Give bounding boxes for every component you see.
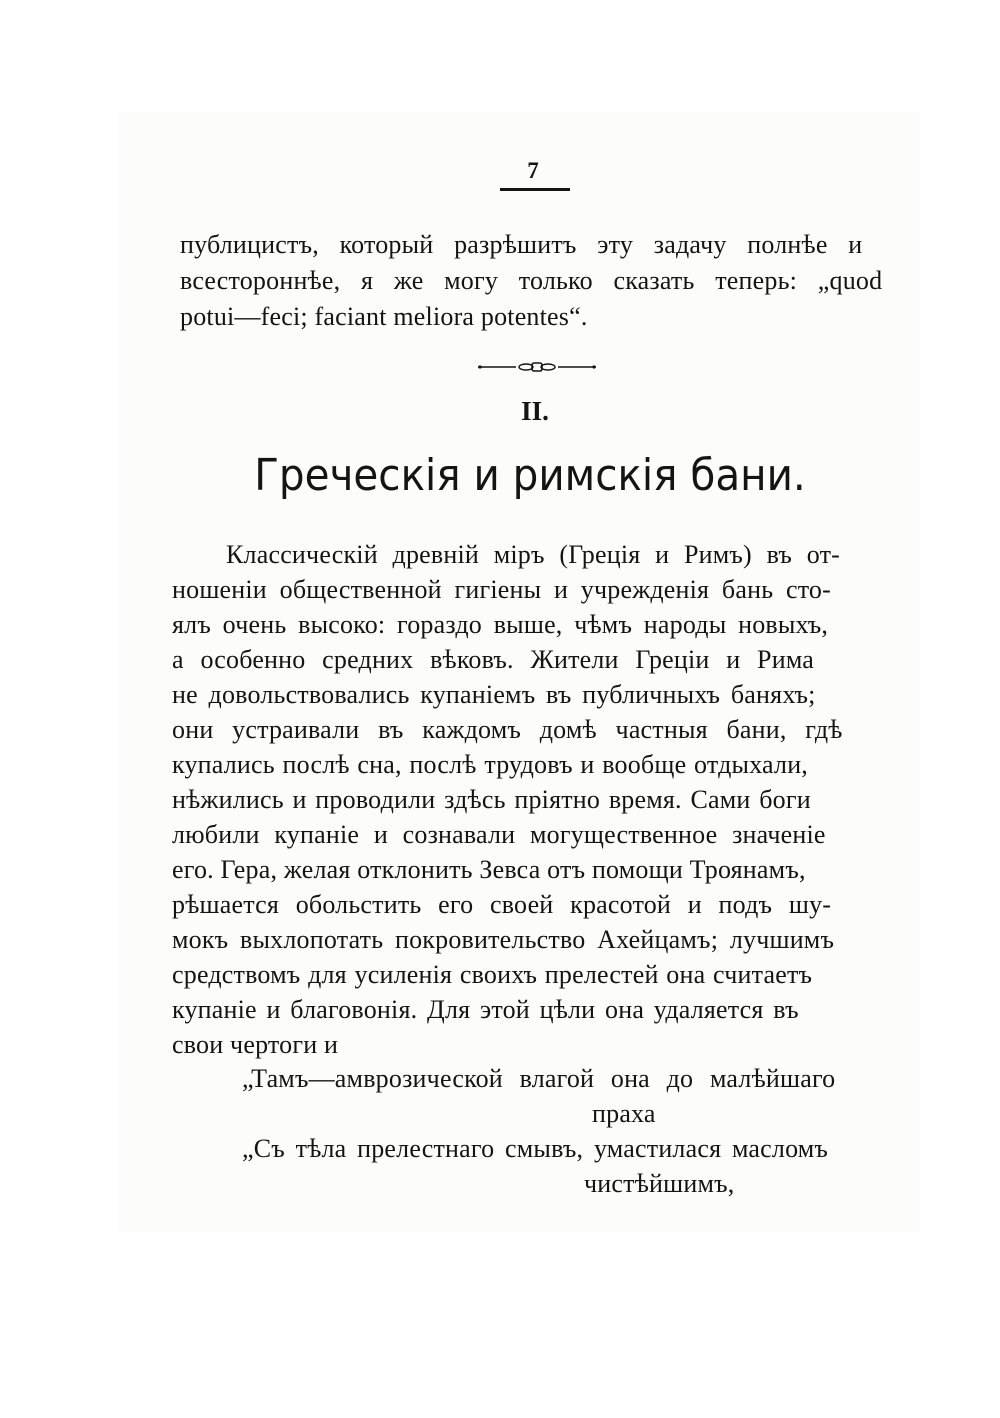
verse-line: „Тамъ—амврозической влагой она до малѣйшаго — [242, 1064, 836, 1093]
text-line: не довольствовались купаніемъ въ публичныхъ баняхъ; — [172, 680, 816, 709]
text-line: свои чертоги и — [172, 1030, 339, 1059]
ornament-divider — [474, 360, 600, 374]
text-line: potui—feci; faciant meliora potentes“. — [180, 302, 588, 331]
text-line: рѣшается обольстить его своей красотой и подъ шу- — [172, 890, 832, 919]
text-line: ношеніи общественной гигіены и учрежденія бань сто- — [172, 575, 831, 604]
verse-line: чистѣйшимъ, — [584, 1169, 735, 1198]
text-line: купались послѣ сна, послѣ трудовъ и вообще отдыхали, — [172, 750, 809, 779]
text-line: купаніе и благовонія. Для этой цѣли она удаляется въ — [172, 995, 799, 1024]
text-line: его. Гера, желая отклонить Зевса отъ помощи Троянамъ, — [172, 855, 806, 884]
text-line: они устраивали въ каждомъ домѣ частныя бани, гдѣ — [172, 715, 843, 744]
text-line: публицистъ, который разрѣшитъ эту задачу полнѣе и — [180, 230, 863, 259]
text-line: Классическій древній міръ (Греція и Римъ) въ от- — [226, 540, 841, 569]
page-number: 7 — [527, 158, 539, 183]
text-line: нѣжились и проводили здѣсь пріятно время. Сами боги — [172, 785, 811, 814]
section-number: II. — [521, 396, 549, 426]
text-line: средствомъ для усиленія своихъ прелестей она считаетъ — [172, 960, 813, 989]
text-line: всестороннѣе, я же могу только сказать теперь: „quod — [180, 266, 883, 295]
verse-line: „Съ тѣла прелестнаго смывъ, умастилася масломъ — [242, 1134, 829, 1163]
chapter-title: Греческія и римскія бани. — [254, 450, 806, 501]
verse-line: праха — [592, 1099, 656, 1128]
page-number-rule — [500, 188, 570, 191]
text-line: а особенно средних вѣковъ. Жители Греціи и Рима — [172, 645, 815, 674]
text-line: любили купаніе и сознавали могущественное значеніе — [172, 820, 826, 849]
text-line: ялъ очень высоко: гораздо выше, чѣмъ народы новыхъ, — [172, 610, 829, 639]
text-line: мокъ выхлопотать покровительство Ахейцамъ; лучшимъ — [172, 925, 835, 954]
